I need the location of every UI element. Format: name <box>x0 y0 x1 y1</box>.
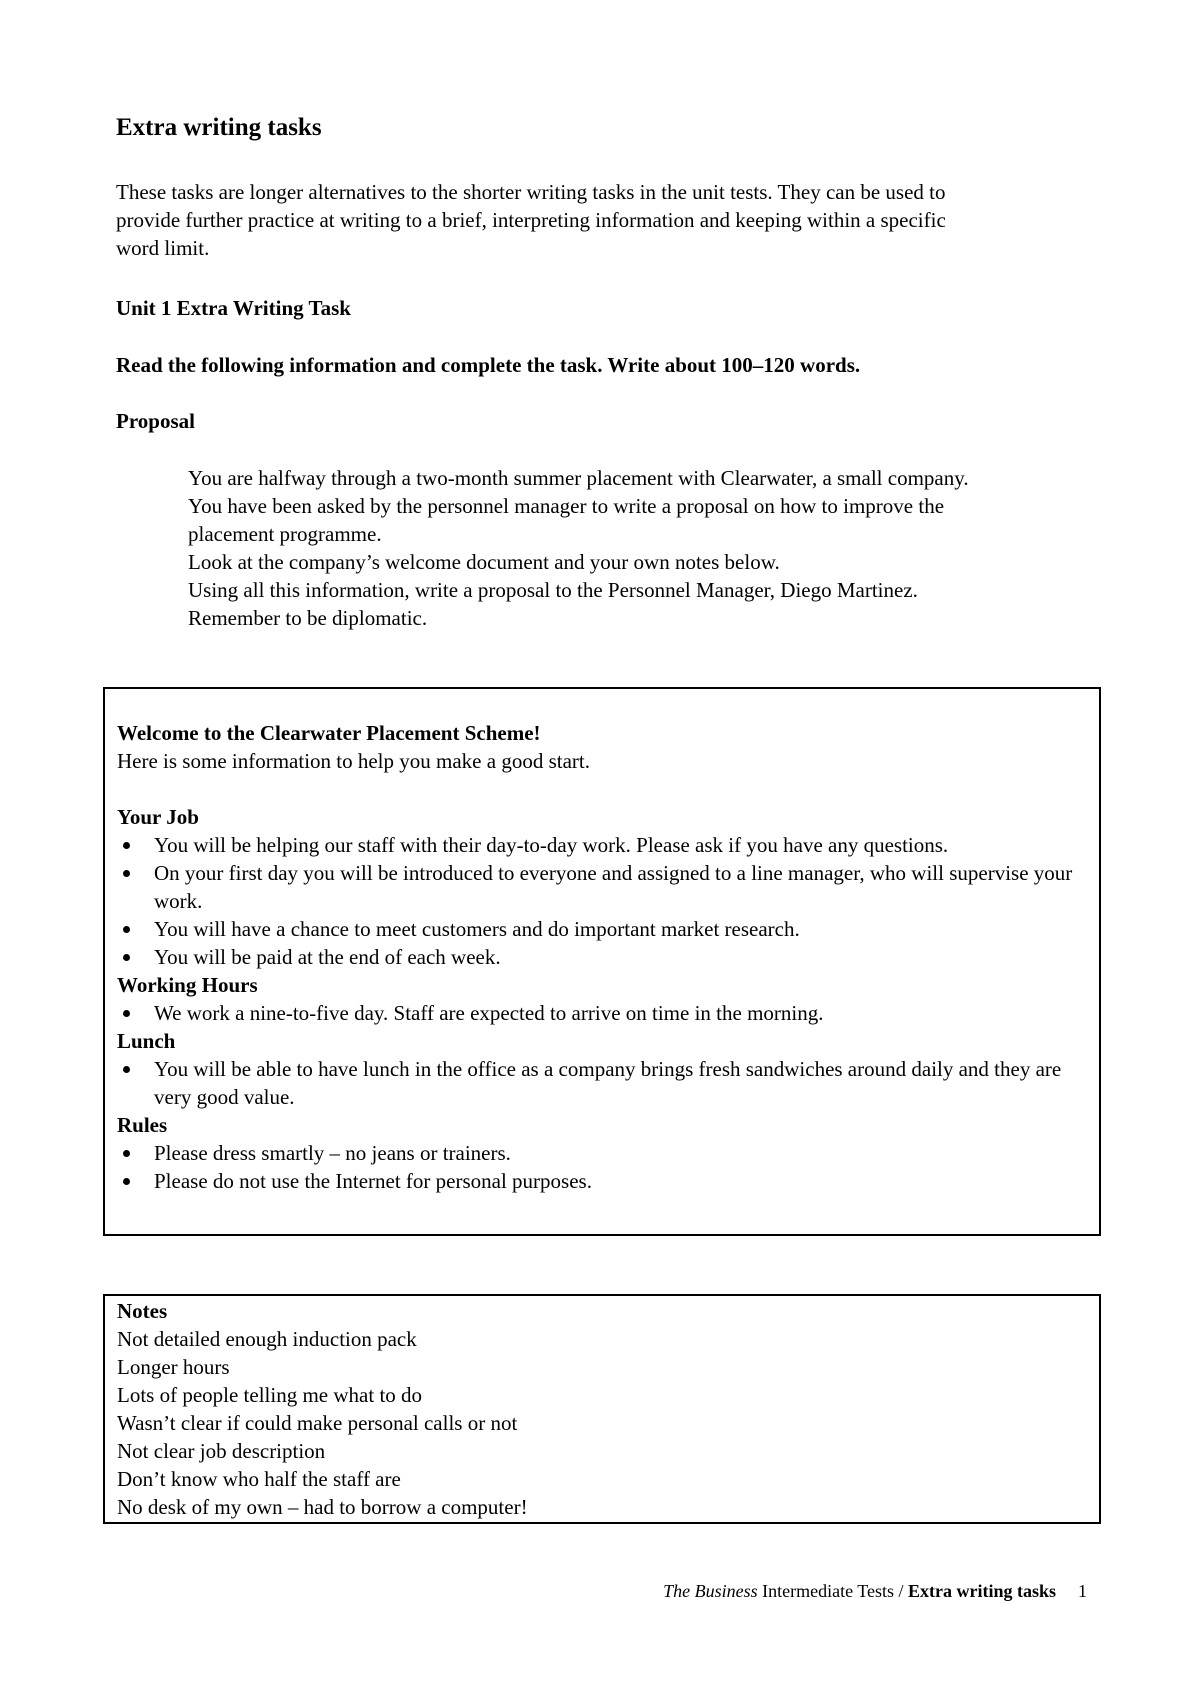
bullet-icon <box>123 1010 130 1017</box>
page-footer <box>663 1581 1087 1602</box>
bullet-icon <box>123 954 130 961</box>
brief-line: You are halfway through a two-month summer placement with Clearwater, a small company. <box>188 466 969 490</box>
bullet-icon <box>123 926 130 933</box>
intro-line: word limit. <box>116 236 210 260</box>
lunch-list <box>117 1055 1087 1111</box>
list-item <box>117 943 1087 971</box>
proposal-heading: Proposal <box>116 409 195 433</box>
list-item <box>117 859 1087 915</box>
note-item: Not clear job description <box>117 1439 326 1463</box>
intro-paragraph <box>116 178 1096 262</box>
list-item-text: Please do not use the Internet for personal purposes. <box>154 1169 592 1193</box>
section-heading-rules: Rules <box>117 1113 168 1137</box>
notes-content <box>117 1297 528 1521</box>
brief-line: Using all this information, write a proposal to the Personnel Manager, Diego Martinez. <box>188 578 918 602</box>
intro-line: These tasks are longer alternatives to the shorter writing tasks in the unit tests. They can be used to <box>116 180 946 204</box>
brief-line: You have been asked by the personnel manager to write a proposal on how to improve the <box>188 494 945 518</box>
welcome-subtitle: Here is some information to help you make a good start. <box>117 749 590 773</box>
list-item-text: You will be paid at the end of each week. <box>154 945 501 969</box>
note-item: No desk of my own – had to borrow a computer! <box>117 1495 528 1519</box>
list-item <box>117 1139 1087 1167</box>
welcome-document-content <box>117 719 1087 1195</box>
task-instruction: Read the following information and complete the task. Write about 100–120 words. <box>116 353 861 377</box>
intro-line: provide further practice at writing to a brief, interpreting information and keeping within a specific <box>116 208 946 232</box>
notes-list <box>117 1325 528 1521</box>
bullet-icon <box>123 870 130 877</box>
brief-line: Remember to be diplomatic. <box>188 606 428 630</box>
list-item-text: You will have a chance to meet customers and do important market research. <box>154 917 800 941</box>
list-item <box>117 1055 1087 1111</box>
page-number: 1 <box>1078 1581 1087 1601</box>
list-item <box>117 831 1087 859</box>
unit-heading: Unit 1 Extra Writing Task <box>116 296 351 320</box>
note-item: Not detailed enough induction pack <box>117 1327 417 1351</box>
brief-line: Look at the company’s welcome document and your own notes below. <box>188 550 780 574</box>
footer-section: Extra writing tasks <box>908 1581 1056 1601</box>
notes-title: Notes <box>117 1299 168 1323</box>
task-brief <box>188 464 1108 632</box>
list-item-text: On your first day you will be introduced to everyone and assigned to a line manager, who will supervise your work. <box>154 861 1073 913</box>
section-heading-lunch: Lunch <box>117 1029 176 1053</box>
rules-list <box>117 1139 1087 1195</box>
note-item: Lots of people telling me what to do <box>117 1383 423 1407</box>
page-title: Extra writing tasks <box>116 114 322 141</box>
list-item-text: Please dress smartly – no jeans or trainers. <box>154 1141 511 1165</box>
footer-series: Intermediate Tests / <box>757 1581 908 1601</box>
list-item-text: You will be helping our staff with their day-to-day work. Please ask if you have any questions. <box>154 833 949 857</box>
brief-line: placement programme. <box>188 522 382 546</box>
bullet-icon <box>123 1066 130 1073</box>
section-heading-your-job: Your Job <box>117 805 199 829</box>
bullet-icon <box>123 842 130 849</box>
list-item <box>117 999 1087 1027</box>
list-item <box>117 915 1087 943</box>
note-item: Don’t know who half the staff are <box>117 1467 401 1491</box>
welcome-document-box <box>103 687 1101 1236</box>
bullet-icon <box>123 1150 130 1157</box>
list-item <box>117 1167 1087 1195</box>
list-item-text: You will be able to have lunch in the office as a company brings fresh sandwiches around daily and they are very good value. <box>154 1057 1062 1109</box>
note-item: Longer hours <box>117 1355 230 1379</box>
spacer <box>117 775 1087 803</box>
welcome-title: Welcome to the Clearwater Placement Scheme! <box>117 721 541 745</box>
notes-box <box>103 1294 1101 1524</box>
bullet-icon <box>123 1178 130 1185</box>
working-hours-list <box>117 999 1087 1027</box>
your-job-list <box>117 831 1087 971</box>
note-item: Wasn’t clear if could make personal calls or not <box>117 1411 518 1435</box>
footer-book-title: The Business <box>663 1581 758 1601</box>
section-heading-working-hours: Working Hours <box>117 973 258 997</box>
list-item-text: We work a nine-to-five day. Staff are expected to arrive on time in the morning. <box>154 1001 824 1025</box>
